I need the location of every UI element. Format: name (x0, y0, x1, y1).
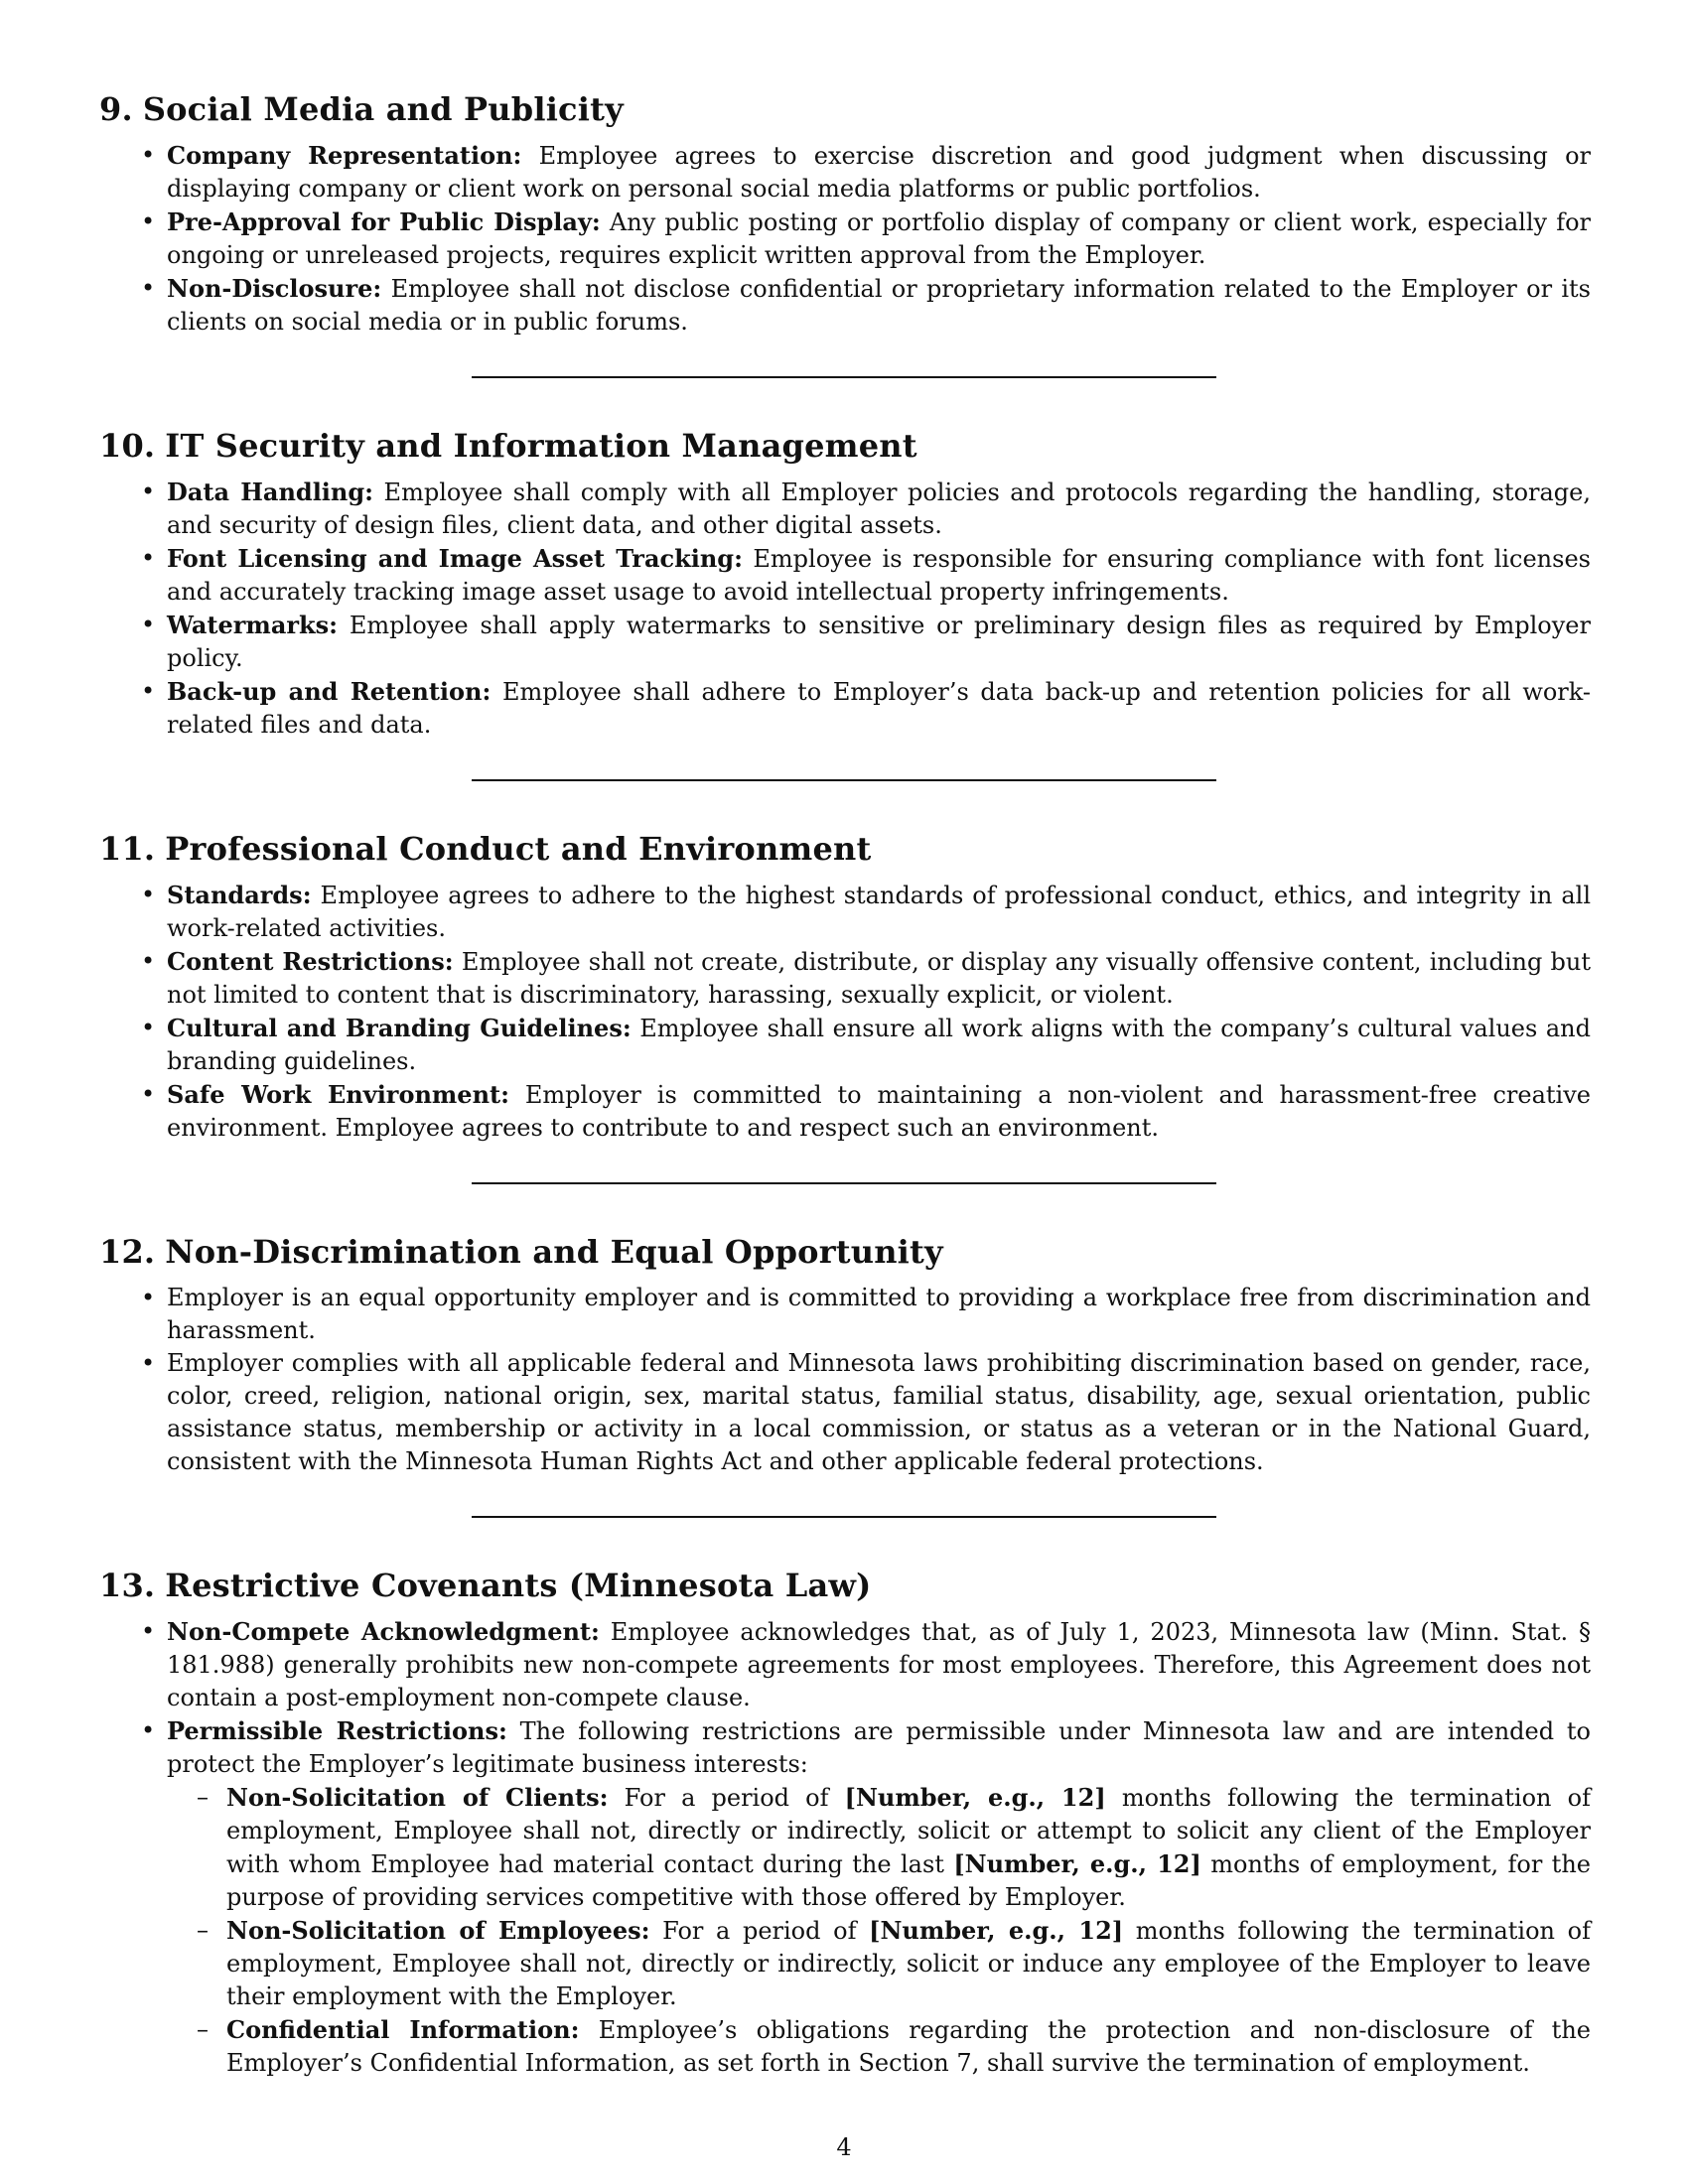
section-9 (99, 89, 1591, 339)
section-10 (99, 426, 1591, 742)
sub-list (167, 1781, 1591, 2080)
section-heading: 11. Professional Conduct and Environment (99, 830, 872, 868)
section-divider (472, 1516, 1216, 1518)
section-12 (99, 1232, 1591, 1478)
document-page (99, 89, 1591, 2080)
sub-list-item: – Non-Solicitation of Employees: For a period of [Number, e.g., 12] months following the termination of employment, Employee shall not, directly or indirectly, solicit or induce any employee of the Employer to leave their employment with the Employer. (226, 1914, 1591, 2013)
bullet-list (99, 1615, 1591, 2080)
section-divider (472, 1182, 1216, 1184)
list-item: • Safe Work Environment: Employer is committed to maintaining a non-violent and harassment-free creative environment. Employee agrees to contribute to and respect such an environment. (167, 1078, 1591, 1145)
page-number: 4 (836, 2133, 852, 2161)
list-item: • Company Representation: Employee agrees to exercise discretion and good judgment when discussing or displaying company or client work on personal social media platforms or public portfolios. (167, 139, 1591, 205)
list-item: • Non-Compete Acknowledgment: Employee acknowledges that, as of July 1, 2023, Minnesota law (Minn. Stat. § 181.988) generally prohibits new non-compete agreements for most employees. Therefore, this Agreement does not contain a post-employment non-compete clause. (167, 1615, 1591, 1714)
bullet-list (99, 879, 1591, 1145)
section-divider (472, 376, 1216, 378)
bullet-list (99, 1282, 1591, 1478)
list-item: • Watermarks: Employee shall apply watermarks to sensitive or preliminary design files as required by Employer policy. (167, 609, 1591, 675)
bullet-list (99, 476, 1591, 742)
section-heading: 9. Social Media and Publicity (99, 90, 624, 128)
list-item: • Non-Disclosure: Employee shall not disclose confidential or proprietary information related to the Employer or its clients on social media or in public forums. (167, 272, 1591, 339)
list-item: • Content Restrictions: Employee shall not create, distribute, or display any visually offensive content, including but not limited to content that is discriminatory, harassing, sexually explicit, or violent. (167, 945, 1591, 1012)
section-13 (99, 1566, 1591, 2080)
section-heading: 13. Restrictive Covenants (Minnesota Law) (99, 1567, 872, 1604)
sub-list-item: – Non-Solicitation of Clients: For a period of [Number, e.g., 12] months following the termination of employment, Employee shall not, directly or indirectly, solicit or attempt to solicit any client of the Employer with whom Employee had material contact during the last [Number, e.g., 12] months of employment, for the purpose of providing services competitive with those offered by Employer. (226, 1781, 1591, 1914)
list-item: • Standards: Employee agrees to adhere to the highest standards of professional conduct, ethics, and integrity in all work-related activities. (167, 879, 1591, 945)
sub-list-item: – Confidential Information: Employee’s obligations regarding the protection and non-disclosure of the Employer’s Confidential Information, as set forth in Section 7, shall survive the termination of employment. (226, 2013, 1591, 2080)
list-item: • Employer complies with all applicable federal and Minnesota laws prohibiting discrimination based on gender, race, color, creed, religion, national origin, sex, marital status, familial status, disability, age, sexual orientation, public assistance status, membership or activity in a local commission, or status as a veteran or in the National Guard, consistent with the Minnesota Human Rights Act and other applicable federal protections. (167, 1347, 1591, 1478)
section-11 (99, 829, 1591, 1145)
section-heading: 12. Non-Discrimination and Equal Opportunity (99, 1233, 943, 1271)
list-item: • Pre-Approval for Public Display: Any public posting or portfolio display of company or client work, especially for ongoing or unreleased projects, requires explicit written approval from the Employer. (167, 205, 1591, 272)
list-item: • Font Licensing and Image Asset Tracking: Employee is responsible for ensuring compliance with font licenses and accurately tracking image asset usage to avoid intellectual property infringements. (167, 542, 1591, 609)
list-item: • Permissible Restrictions: The following restrictions are permissible under Minnesota law and are intended to protect the Employer’s legitimate business interests: – Non-Solicitation of Clients: For a period of [Number, e.g., 12] months following the termination of employment, Employee shall not, directly or indirectly, solicit or attempt to solicit any client of the Employer with whom Employee had material contact during the last [Number, e.g., 12] months of employment, for the purpose of providing services competitive with those offered by Employer. – Non-Solicitation of Employees: For a period of [Number, e.g., 12] months following the termination of employment, Employee shall not, directly or indirectly, solicit or induce any employee of the Employer to leave their employment with the Employer. – Confidential Information: Employee’s obligations regarding the protection and non-disclosure of the Employer’s Confidential Information, as set forth in Section 7, shall survive the termination of employment. (167, 1714, 1591, 2080)
list-item: • Data Handling: Employee shall comply with all Employer policies and protocols regarding the handling, storage, and security of design files, client data, and other digital assets. (167, 476, 1591, 542)
list-item: • Employer is an equal opportunity employer and is committed to providing a workplace free from discrimination and harassment. (167, 1282, 1591, 1347)
list-item: • Cultural and Branding Guidelines: Employee shall ensure all work aligns with the company’s cultural values and branding guidelines. (167, 1012, 1591, 1078)
list-item: • Back-up and Retention: Employee shall adhere to Employer’s data back-up and retention policies for all work-related files and data. (167, 675, 1591, 742)
section-divider (472, 779, 1216, 781)
section-heading: 10. IT Security and Information Management (99, 427, 917, 465)
bullet-list (99, 139, 1591, 339)
